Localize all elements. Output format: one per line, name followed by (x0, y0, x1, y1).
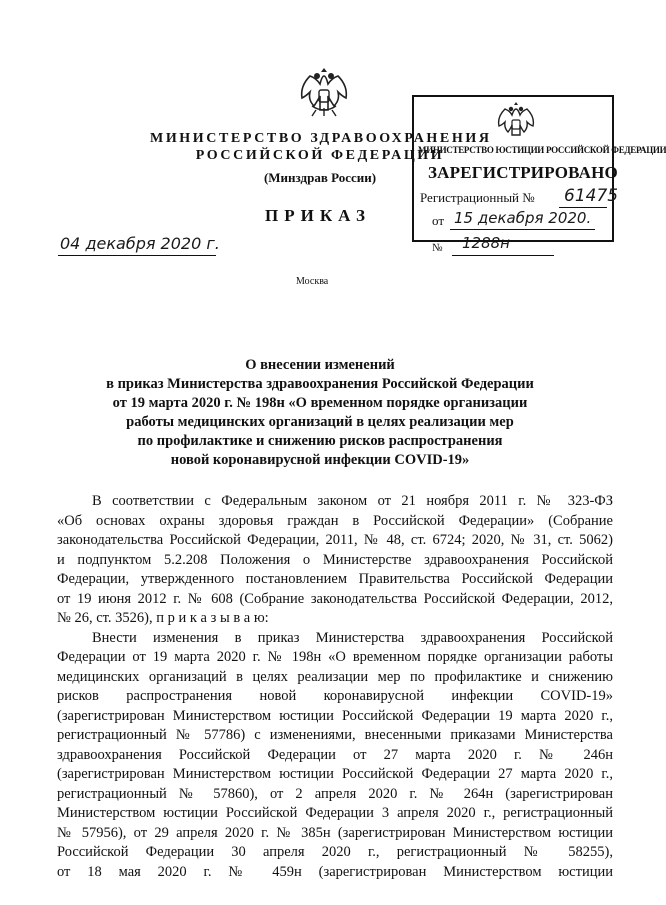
body-line: Внести изменения в приказ Министерства здравоохранения Российской (92, 629, 613, 646)
title-line: в приказ Министерства здравоохранения Российской Федерации (106, 376, 534, 392)
body-line: регистрационный № 57860), от 2 апреля 2020 г. № 264н (зарегистрирован (57, 785, 613, 802)
document-type: ПРИКАЗ (265, 206, 371, 225)
body-line: Российской Федерации 30 апреля 2020 г., регистрационный № 58255), (57, 844, 613, 860)
stamp-date-value: 15 декабря 2020. (454, 209, 592, 227)
number-sign: № (432, 242, 443, 254)
body-line: «Об основах охраны здоровья граждан в Российской Федерации» (Собрание (57, 512, 613, 529)
handwritten-order-number: 1288н (462, 234, 510, 252)
body-line: (зарегистрирован Министерством юстиции Российской Федерации 27 марта 2020 г., (57, 766, 613, 782)
title-line: от 19 марта 2020 г. № 198н «О временном порядке организации (112, 395, 528, 411)
body-line: Федерации, утвержденного постановлением Правительства Российской Федерации (57, 571, 613, 587)
title-line: работы медицинских организаций в целях реализации мер (126, 414, 514, 430)
body-line: от 19 июня 2012 г. № 608 (Собрание законодательства Российской Федерации, 2012, (57, 590, 613, 607)
body-line: В соответствии с Федеральным законом от 21 ноября 2011 г. № 323-ФЗ (92, 493, 613, 509)
stamp-reg-underline (559, 207, 607, 208)
handwritten-date: 04 декабря 2020 г. (60, 234, 220, 253)
stamp-reg-number: 61475 (564, 186, 619, 206)
date-underline (58, 255, 216, 256)
stamp-date-prefix: от (432, 213, 445, 228)
stamp-date-underline (450, 229, 595, 230)
document-title (70, 356, 570, 470)
ministry-name-line2: РОССИЙСКОЙ ФЕДЕРАЦИИ (195, 148, 445, 163)
stamp-status: ЗАРЕГИСТРИРОВАНО (428, 163, 618, 182)
stamp-reg-label: Регистрационный № (420, 190, 535, 205)
ministry-short-name: (Минздрав России) (263, 170, 377, 185)
number-underline (452, 255, 554, 256)
body-line: и подпунктом 5.2.208 Положения о Министерстве здравоохранения Российской (57, 551, 613, 568)
city: Москва (296, 276, 329, 287)
body-line: от 18 мая 2020 г. № 459н (зарегистрирован Министерством юстиции (57, 863, 613, 880)
title-line: О внесении изменений (245, 357, 395, 373)
body-line: регистрационный № 57786) с изменениями, внесенными приказами Министерства (57, 727, 613, 743)
body-line: здравоохранения Российской Федерации от 27 марта 2020 г. № 246н (57, 746, 613, 763)
body-line: рисков распространения новой коронавирусной инфекции COVID-19» (57, 688, 613, 704)
stamp-org: МИНИСТЕРСТВО ЮСТИЦИИ РОССИЙСКОЙ ФЕДЕРАЦИИ (418, 145, 666, 155)
body-line: законодательства Российской Федерации, 2011, № 48, ст. 6724; 2020, № 31, ст. 5062) (57, 532, 613, 548)
body-line: № 57956), от 29 апреля 2020 г. № 385н (зарегистрирован Министерством юстиции (57, 824, 613, 841)
body-line: Министерством юстиции Российской Федерации 3 апреля 2020 г., регистрационный (57, 805, 613, 821)
coat-of-arms-emblem (298, 62, 350, 120)
body-line: Федерации от 19 марта 2020 г. № 198н «О временном порядке организации работы (57, 649, 613, 665)
title-line: по профилактике и снижению рисков распространения (137, 433, 503, 449)
stamp-emblem-icon (496, 99, 536, 145)
ministry-name-line1: МИНИСТЕРСТВО ЗДРАВООХРАНЕНИЯ (150, 131, 492, 146)
body-line: (зарегистрирован Министерством юстиции Российской Федерации 19 марта 2020 г., (57, 707, 613, 724)
body-line: медицинских организаций в целях реализации мер по профилактике и снижению (57, 668, 613, 685)
body-line: № 26, ст. 3526), п р и к а з ы в а ю: (57, 610, 269, 626)
title-line: новой коронавирусной инфекции COVID-19» (170, 452, 470, 468)
document-body (57, 492, 613, 882)
